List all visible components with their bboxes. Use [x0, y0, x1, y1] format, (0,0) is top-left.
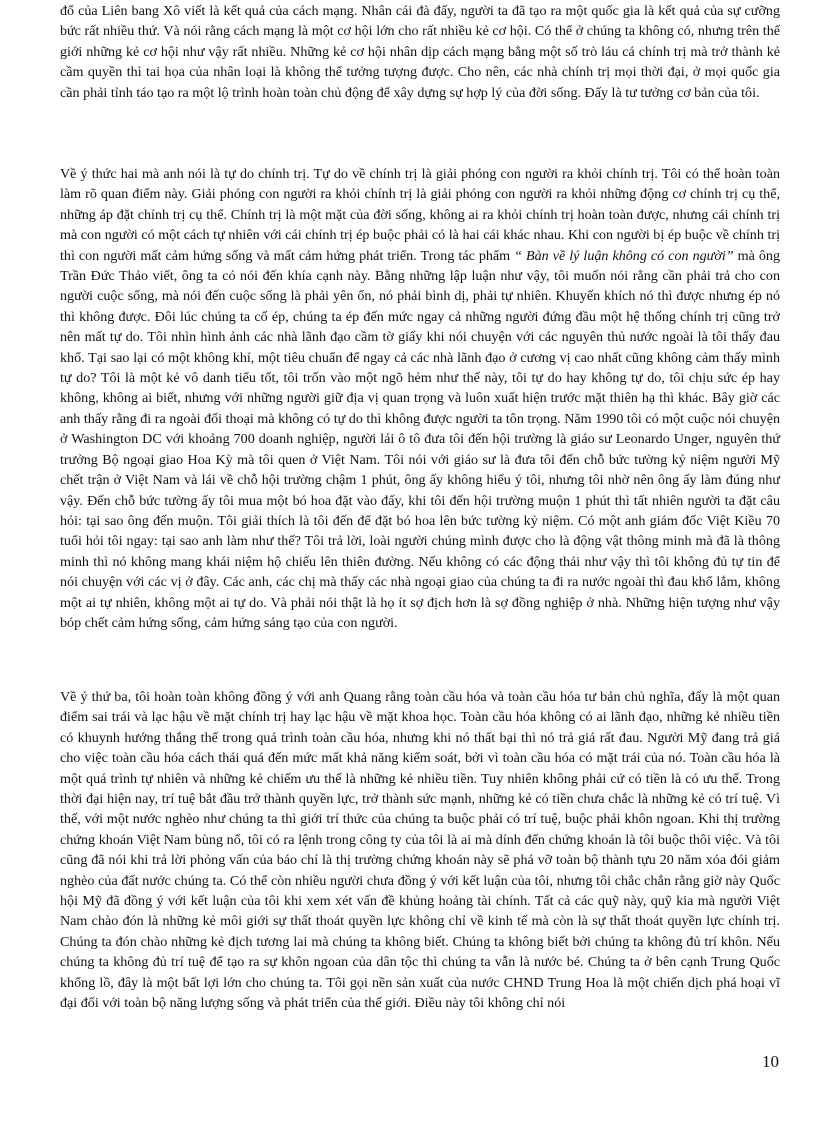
document-page — [60, 0, 780, 1123]
paragraph-2-text-before: Về ý thức hai mà anh nói là tự do chính trị. Tự do về chính trị là giải phóng con người ra khỏi chính trị. Tôi có thể hoàn toàn làm rõ quan điểm này. Giải phóng con người ra khỏi chính trị là giải phóng con người ra khỏi những động cơ chính trị cụ thể, những áp đặt chính trị cụ thể. Chính trị là một mặt của đời sống, không ai ra khỏi chính trị hoàn toàn được, nhưng cái chính trị mà con người có một cách tự nhiên với cái chính trị ép buộc phải có là hai cái khác nhau. Khi con người bị ép buộc về chính trị thì con người mất cảm hứng sống và mất cảm hứng phát triển. Trong tác phẩm — [60, 166, 780, 264]
paragraph-2 — [60, 164, 780, 633]
paragraph-1: đổ của Liên bang Xô viết là kết quả của cách mạng. Nhân cái đà đấy, người ta đã tạo ra một quốc gia là kết quả của sự cưỡng bức rất nhiều thứ. Và nói rằng cách mạng là một cơ hội lớn cho rất nhiều kẻ cơ hội. Có thể ở chúng ta không có, nhưng trên thế giới những kẻ cơ hội như vậy rất nhiều. Những kẻ cơ hội nhân dịp cách mạng bằng một số trò láu cá chính trị mà trở thành kẻ cầm quyền thì tai họa của nhân loại là không thể tưởng tượng được. Cho nên, các nhà chính trị mọi thời đại, ở mọi quốc gia cần phải tỉnh táo tạo ra một lộ trình hoàn toàn chủ động để xây dựng sự hợp lý của đời sống. Đấy là tư tưởng cơ bản của tôi. — [60, 3, 780, 101]
page-number: 10 — [762, 1052, 779, 1071]
book-title: “ Bàn về lý luận không có con người” — [514, 247, 734, 264]
paragraph-2-text-after: mà ông Trần Đức Thảo viết, ông ta có nói đến khía cạnh này. Bằng những lập luận như vậy, tôi muốn nói rằng cần phải trả cho con người cuộc sống, mà nói đến cuộc sống là phải yên ổn, nó phải bình dị, phải tự nhiên. Khuyến khích nó thì được nhưng ép nó thì không được. Đôi lúc chúng ta cố ép, chúng ta ép đến mức ngay cả những người đứng đầu một hệ thống chính trị cũng trở nên mất tự do. Tôi nhìn hình ảnh các nhà lãnh đạo cầm tờ giấy khi nói chuyện với các nguyên thủ nước ngoài là tôi thấy đau khổ. Tại sao lại có một không khí, một tiêu chuẩn để ngay cả các nhà lãnh đạo ở cương vị cao nhất cũng không cảm thấy mình tự do? Tôi là một kẻ vô danh tiểu tốt, tôi trốn vào một ngõ hẻm như thế này, tôi tự do hay không tự do, tôi chịu sức ép hay không, không ai biết, nhưng với những người giữ địa vị quan trọng và luôn xuất hiện trước mặt thiên hạ thì khác. Bây giờ các anh thấy rằng đi ra ngoài đối thoại mà không có tự do thì không được người ta tôn trọng. Năm 1990 tôi có một cuộc nói chuyện ở Washington DC với khoảng 700 doanh nghiệp, người lái ô tô đưa tôi đến hội trường là giáo sư Leonardo Unger, nguyên thứ trưởng Bộ ngoại giao Hoa Kỳ mà tôi quen ở Việt Nam. Tôi nói với giáo sư là đưa tôi đến chỗ bức tường kỷ niệm người Mỹ chết trận ở Việt Nam và lái về chỗ hội trường chậm 1 phút, ông ấy không hiểu ý tôi, nhưng tôi nhờ nên ông ấy làm đúng như vậy. Đến chỗ bức tường ấy tôi mua một bó hoa đặt vào đấy, khi tôi đến hội trường muộn 1 phút thì tất nhiên người ta đặt câu hỏi: tại sao ông đến muộn. Tôi giải thích là tôi đến để đặt bó hoa lên bức tường kỷ niệm. Có một anh giám đốc Việt Kiều 70 tuổi hỏi tôi ngay: tại sao anh làm như thế? Tôi trả lời, loài người chúng mình được cho là động vật thông minh mà đã là thông minh thì nó không mang khái niệm hộ chiếu lên thiên đường. Nếu không có các động thái như vậy thì tôi không đủ tự tin để nói chuyện với các vị ở đây. Các anh, các chị mà thấy các nhà ngoại giao của chúng ta đi ra nước ngoài thì đau khổ lắm, không một ai tự nhiên, không một ai tự do. Và phải nói thật là họ ít sợ địch hơn là sợ đồng nghiệp ở nhà. Những hiện tượng như vậy bóp chết cảm hứng sống, cảm hứng sáng tạo của con người. — [60, 247, 781, 631]
paragraph-3: Về ý thứ ba, tôi hoàn toàn không đồng ý với anh Quang rằng toàn cầu hóa và toàn cầu hóa tư bản chủ nghĩa, đấy là một quan điểm sai trái và lạc hậu về mặt chính trị hay lạc hậu về mặt khoa học. Toàn cầu hóa không có ai lãnh đạo, những kẻ nhiều tiền có khuynh hướng thắng thế trong quá trình toàn cầu hóa, nhưng khi nó thất bại thì nó trả giá rất đau. Người Mỹ đang trả giá cho việc toàn cầu hóa cách thái quá đến mức mất khả năng kiểm soát, bởi vì toàn cầu hóa có mặt trái của nó. Toàn cầu hóa là một quá trình tự nhiên và những kẻ chiếm ưu thế là những kẻ nhiều tiền. Tuy nhiên không phải cứ có tiền là có ưu thế. Trong thời đại hiện nay, trí tuệ bắt đầu trở thành quyền lực, trở thành sức mạnh, những kẻ có tiền chưa chắc là những kẻ có trí tuệ. Vì thế, với một nước nghèo như chúng ta thì giới trí thức của chúng ta buộc phải có trí tuệ, buộc phải khôn ngoan. Khi thị trường chứng khoán Việt Nam bùng nổ, tôi có ra lệnh trong công ty của tôi là ai mà dính đến chứng khoán là tôi buộc thôi việc. Và tôi cũng đã nói khi trả lời phỏng vấn của báo chí là thị trường chứng khoán này sẽ phá vỡ toàn bộ thành tựu 20 năm xóa đói giảm nghèo của đất nước chúng ta. Có thể còn nhiều người chưa đồng ý với kết luận của tôi, nhưng tôi chắc chắn rằng giờ này Quốc hội Mỹ đã đồng ý với kết luận của tôi khi xem xét vấn đề khủng hoảng tài chính. Tất cả các quỹ này, quỹ kia mà người Việt Nam chào đón là những kẻ môi giới sự thất thoát quyền lực không chỉ về kinh tế mà còn là sự thất thoát quyền lực chính trị. Chúng ta đón chào những kẻ địch tương lai mà chúng ta không biết. Chúng ta không biết bởi chúng ta không đủ trí khôn. Nếu chúng ta không đủ trí tuệ để tạo ra sự khôn ngoan của dân tộc thì chúng ta vẫn là nước bé. Chúng ta ở bên cạnh Trung Quốc khổng lồ, đây là một bất lợi lớn cho chúng ta. Tôi gọi nền sản xuất của nước CHND Trung Hoa là một chiến dịch phá hoại vĩ đại đối với toàn bộ năng lượng sống và phát triển của thế giới. Điều này tôi không chỉ nói — [60, 689, 780, 1012]
